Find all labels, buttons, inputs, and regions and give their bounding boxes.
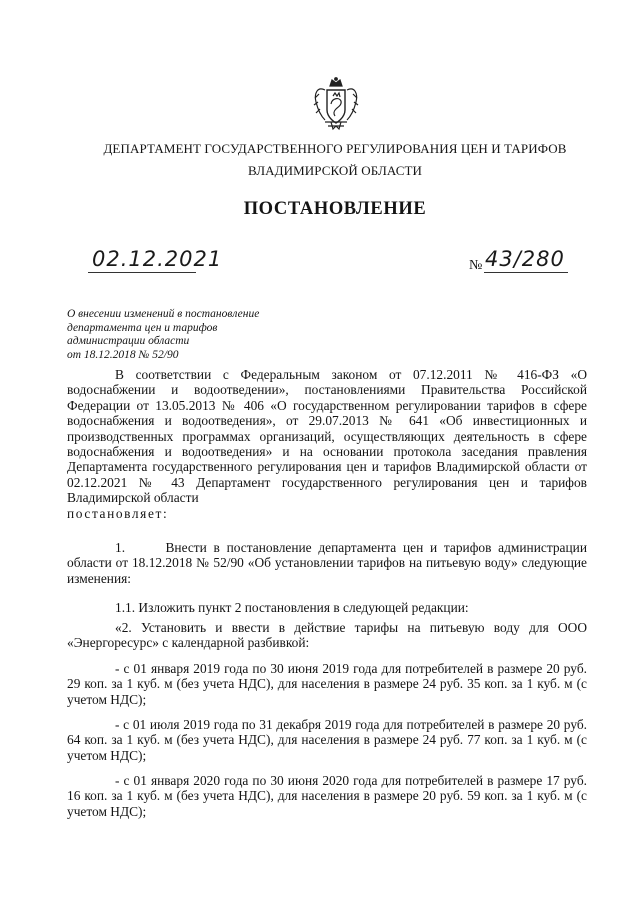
item-1-text: 1. Внести в постановление департамента цен и тарифов администрации области от 18.12.2018 № 52/90 «Об установлении тарифов на питьевую воду» следующие изменения:	[67, 540, 591, 586]
resolves-word: постановляет:	[67, 505, 169, 521]
subject-line: от 18.12.2018 № 52/90	[67, 349, 179, 362]
subject-line: администрации области	[67, 335, 190, 348]
preamble-block	[67, 367, 587, 521]
tariff-period-2	[67, 717, 587, 763]
date-underline	[88, 272, 196, 273]
tariff-period-1-text: - с 01 января 2019 года по 30 июня 2019 года для потребителей в размере 20 руб. 29 коп. за 1 куб. м (без учета НДС), для населения в размере 24 руб. 35 коп. за 1 куб. м (с учетом НДС);	[67, 661, 587, 707]
preamble-text: В соответствии с Федеральным законом от 07.12.2011 № 416-ФЗ «О водоснабжении и водоотведении», постановлениями Правительства Российской Федерации от 13.05.2013 № 406 «О государственном регулировании тарифов в сфере водоснабжения и водоотведения», от 29.07.2013 № 641 «Об инвестиционных и производственных программах организаций, осуществляющих деятельность в сфере водоснабжения и водоотведения» и на основании протокола заседания правления Департамента государственного регулирования цен и тарифов Владимирской области от 02.12.2021 № 43 Департамент государственного регулирования цен и тарифов Владимирской области	[67, 367, 587, 506]
quoted-clause-text: «2. Установить и ввести в действие тарифы на питьевую воду для ООО «Энергоресурс» с календарной разбивкой:	[67, 620, 587, 651]
document-subject	[67, 308, 327, 363]
coat-of-arms-icon	[311, 76, 361, 132]
document-title: ПОСТАНОВЛЕНИЕ	[243, 199, 427, 219]
document-number: 43/280	[485, 247, 565, 271]
number-sign: №	[469, 258, 483, 273]
item-1	[67, 540, 591, 586]
document-date: 02.12.2021	[92, 247, 223, 271]
subject-line: О внесении изменений в постановление	[67, 308, 260, 320]
department-name-line2: ВЛАДИМИРСКОЙ ОБЛАСТИ	[247, 163, 423, 178]
department-name-line1: ДЕПАРТАМЕНТ ГОСУДАРСТВЕННОГО РЕГУЛИРОВАНИЯ ЦЕН И ТАРИФОВ	[103, 141, 567, 156]
tariff-period-3-text: - с 01 января 2020 года по 30 июня 2020 года для потребителей в размере 17 руб. 16 коп. за 1 куб. м (без учета НДС), для населения в размере 20 руб. 59 коп. за 1 куб. м (с учетом НДС);	[67, 773, 587, 819]
item-1-1	[67, 600, 587, 615]
quoted-clause	[67, 620, 587, 651]
item-1-1-text: 1.1. Изложить пункт 2 постановления в следующей редакции:	[115, 600, 469, 615]
tariff-period-1	[67, 661, 587, 707]
tariff-period-3	[67, 773, 587, 819]
subject-line: департамента цен и тарифов	[67, 321, 218, 334]
tariff-period-2-text: - с 01 июля 2019 года по 31 декабря 2019 года для потребителей в размере 20 руб. 64 коп. за 1 куб. м (без учета НДС), для населения в размере 24 руб. 77 коп. за 1 куб. м (с учетом НДС);	[67, 717, 587, 763]
number-underline	[484, 272, 568, 273]
